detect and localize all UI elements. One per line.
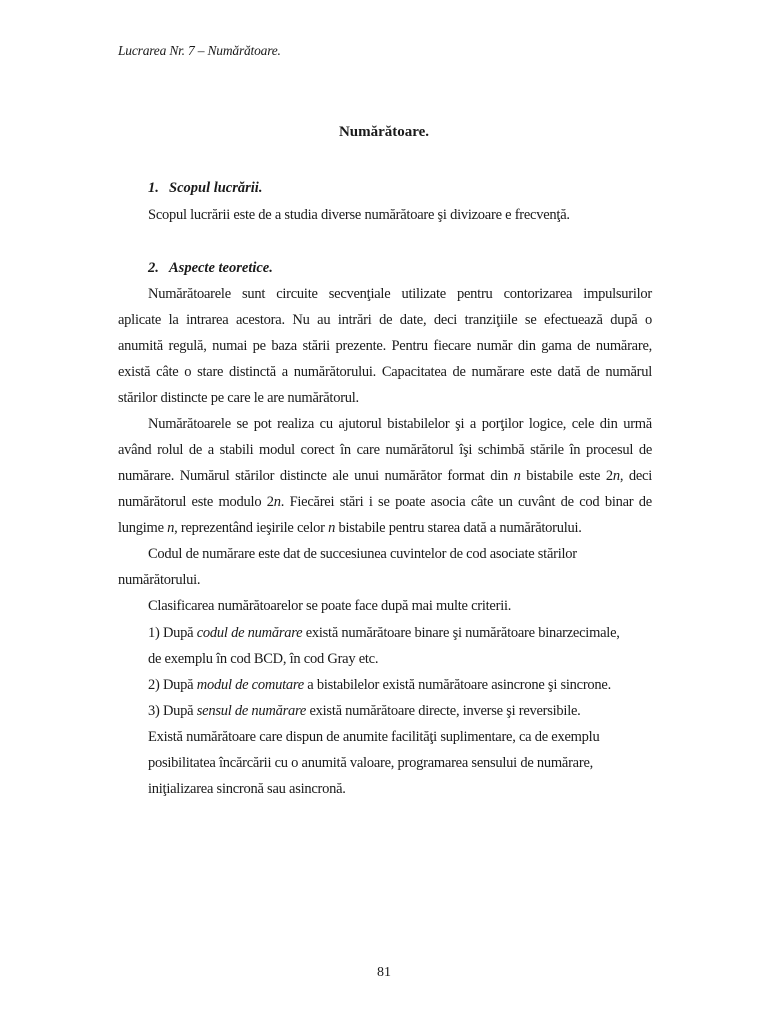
paragraph-line [118, 468, 652, 485]
italic-variable: n [167, 520, 175, 536]
text-run: 1) După [148, 625, 197, 641]
text-run: 2) După [148, 677, 197, 693]
running-header: Lucrarea Nr. 7 – Numărătoare. [118, 43, 281, 58]
text-run: . Fiecărei stări i se poate asocia câte un cuvânt de cod binar de [280, 494, 652, 510]
italic-variable: n [328, 520, 336, 536]
section-title: Scopul lucrării. [169, 180, 263, 196]
paragraph-line: iniţializarea sincronă sau asincronă. [148, 781, 346, 797]
text-run: a bistabilelor există numărătoare asincrone şi sincrone. [303, 677, 611, 693]
text-run: bistabile pentru starea dată a numărătorului. [335, 520, 582, 536]
italic-term: sensul de numărare [196, 703, 307, 719]
text-run: bistabile este 2 [520, 468, 613, 484]
page-title: Numărătoare. [338, 124, 430, 140]
italic-term: codul de numărare [196, 625, 303, 641]
text-run: , deci [619, 468, 652, 484]
text-run: există numărătoare directe, inverse şi reversibile. [306, 703, 581, 719]
paragraph-line [118, 494, 652, 511]
list-item [148, 625, 620, 642]
text-run: există numărătoare binare şi numărătoare binarzecimale, [302, 625, 620, 641]
italic-variable: n [612, 468, 620, 484]
paragraph-line: Numărătoarele se pot realiza cu ajutorul bistabilelor şi a porţilor logice, cele din urmă [148, 416, 652, 432]
paragraph-line: există câte o stare distinctă a numărătorului. Capacitatea de numărare este dată de numărul [118, 364, 652, 380]
paragraph-line: numărătorului. [118, 572, 201, 588]
text-run: numărare. Numărul stărilor distincte ale unui numărător format din [118, 468, 514, 484]
paragraph-line: aplicate la intrarea acestora. Nu au intrări de date, deci tranziţiile se efectuează după o [118, 312, 652, 328]
section-number: 1. [148, 180, 159, 196]
text-run: , reprezentând ieşirile celor [174, 520, 329, 536]
paragraph-line: Există numărătoare care dispun de anumite facilităţi suplimentare, ca de exemplu [148, 729, 600, 745]
page-number: 81 [377, 965, 391, 980]
paragraph-line: Clasificarea numărătoarelor se poate face după mai multe criterii. [148, 598, 512, 614]
section-title: Aspecte teoretice. [169, 260, 273, 276]
text-run: lungime [118, 520, 168, 536]
text-run: numărătorul este modulo 2 [118, 494, 274, 510]
paragraph-line: Numărătoarele sunt circuite secvenţiale utilizate pentru contorizarea impulsurilor [148, 286, 652, 302]
list-item [148, 703, 581, 720]
list-item [148, 677, 611, 694]
text-run: 3) După [148, 703, 197, 719]
paragraph-line: anumită regulă, numai pe baza stării prezente. Pentru fiecare număr din gama de numărare, [118, 338, 652, 354]
italic-variable: n [273, 494, 281, 510]
italic-variable: n [513, 468, 521, 484]
section-heading-1 [148, 180, 262, 197]
paragraph-line: având rolul de a stabili modul corect în care numărătorul îşi schimbă stările în procesul de [118, 442, 652, 458]
italic-term: modul de comutare [196, 677, 304, 693]
paragraph-line: stărilor distincte pe care le are numărătorul. [118, 390, 359, 406]
list-item-continuation: de exemplu în cod BCD, în cod Gray etc. [148, 651, 379, 667]
section-heading-2 [148, 260, 273, 277]
paragraph-line: Codul de numărare este dat de succesiunea cuvintelor de cod asociate stărilor [148, 546, 577, 562]
paragraph-line [118, 520, 582, 537]
paragraph-line: posibilitatea încărcării cu o anumită valoare, programarea sensului de numărare, [148, 755, 594, 771]
section-number: 2. [148, 260, 159, 276]
paragraph-line: Scopul lucrării este de a studia diverse numărătoare şi divizoare e frecvenţă. [148, 207, 570, 223]
